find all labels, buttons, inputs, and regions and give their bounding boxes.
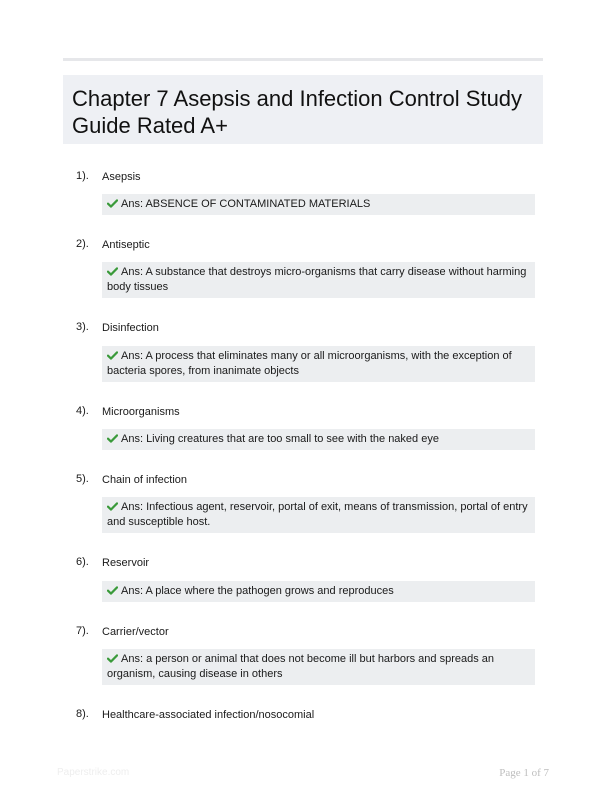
question-number: 3). xyxy=(76,321,89,333)
footer-watermark: Paperstrike.com xyxy=(57,767,130,778)
question-term: Healthcare-associated infection/nosocomial xyxy=(102,709,315,721)
answer-text: Ans: A substance that destroys micro-organisms that carry disease without harming body tissues xyxy=(107,266,527,293)
question-item xyxy=(0,404,606,424)
question-term: Reservoir xyxy=(102,557,150,569)
top-divider xyxy=(63,58,543,61)
question-item xyxy=(0,707,606,727)
answer-text: Ans: A place where the pathogen grows and reproduces xyxy=(121,585,394,597)
question-term: Carrier/vector xyxy=(102,626,169,638)
title-banner xyxy=(63,75,543,144)
question-number: 6). xyxy=(76,556,89,568)
question-number: 1). xyxy=(76,170,89,182)
question-term: Microorganisms xyxy=(102,406,180,418)
answer-box xyxy=(102,581,535,602)
answer-text: Ans: A process that eliminates many or all microorganisms, with the exception of bacteria spores, from inanimate objects xyxy=(107,350,512,377)
question-number: 8). xyxy=(76,708,89,720)
question-number: 7). xyxy=(76,625,89,637)
document-title: Chapter 7 Asepsis and Infection Control Study Guide Rated A+ xyxy=(72,86,523,138)
question-term: Asepsis xyxy=(102,171,141,183)
check-icon xyxy=(107,199,118,208)
check-icon xyxy=(107,267,118,276)
check-icon xyxy=(107,434,118,443)
check-icon xyxy=(107,586,118,595)
question-item xyxy=(0,624,606,644)
answer-box xyxy=(102,497,535,533)
answer-box xyxy=(102,262,535,298)
question-number: 2). xyxy=(76,238,89,250)
question-number: 4). xyxy=(76,405,89,417)
question-item xyxy=(0,237,606,257)
page-indicator: Page 1 of 7 xyxy=(499,767,549,779)
question-number: 5). xyxy=(76,473,89,485)
check-icon xyxy=(107,654,118,663)
question-item xyxy=(0,555,606,575)
question-item xyxy=(0,320,606,340)
question-term: Disinfection xyxy=(102,322,159,334)
answer-text: Ans: Infectious agent, reservoir, portal of exit, means of transmission, portal of entry and susceptible host. xyxy=(107,501,528,528)
answer-box xyxy=(102,194,535,215)
answer-text: Ans: ABSENCE OF CONTAMINATED MATERIALS xyxy=(121,198,371,210)
answer-text: Ans: a person or animal that does not become ill but harbors and spreads an organism, causing disease in others xyxy=(107,653,495,680)
answer-box xyxy=(102,649,535,685)
question-item xyxy=(0,169,606,189)
question-term: Antiseptic xyxy=(102,239,150,251)
check-icon xyxy=(107,502,118,511)
question-item xyxy=(0,472,606,492)
answer-text: Ans: Living creatures that are too small to see with the naked eye xyxy=(121,433,439,445)
check-icon xyxy=(107,351,118,360)
answer-box xyxy=(102,346,535,382)
question-term: Chain of infection xyxy=(102,474,187,486)
answer-box xyxy=(102,429,535,450)
